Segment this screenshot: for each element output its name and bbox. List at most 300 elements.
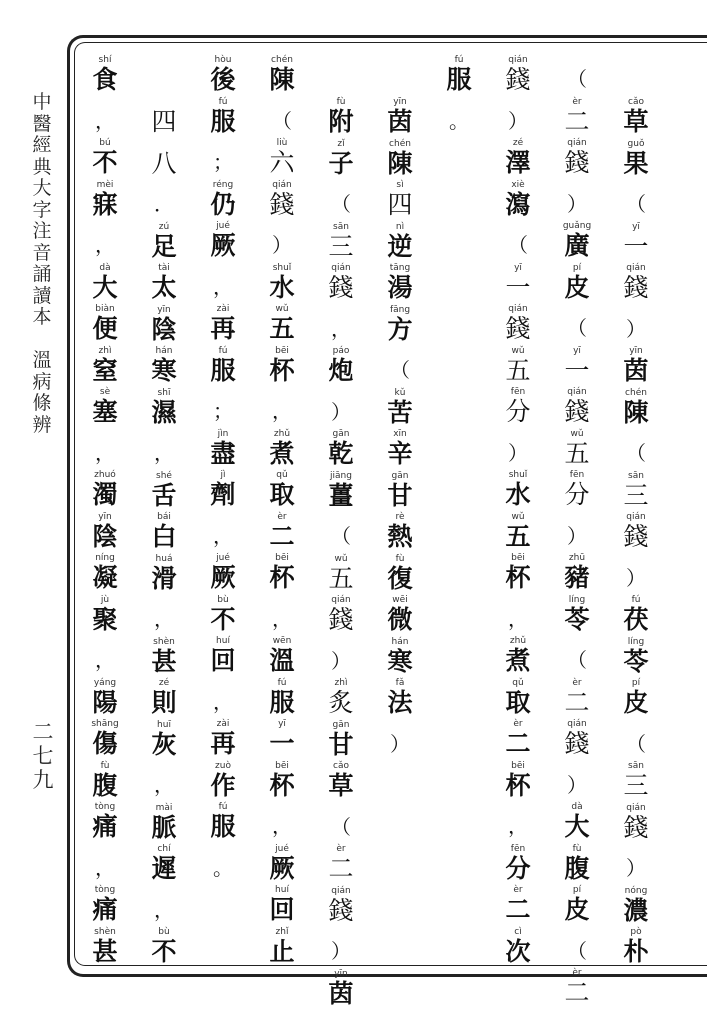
text-cell [83,761,127,803]
pinyin-annotation: yīn [319,969,363,979]
hanzi-character: 錢 [319,896,363,925]
hanzi-character: 豬 [555,563,599,592]
pinyin-annotation: qián [260,180,304,190]
hanzi-character: 分 [496,397,540,426]
pinyin-annotation: zhū [555,553,599,563]
text-cell [555,761,599,803]
pinyin-annotation: gān [378,471,422,481]
text-cell [201,844,245,886]
text-cell [378,512,422,554]
hanzi-character: 盡 [201,439,245,468]
hanzi-character: 五 [260,314,304,343]
pinyin-annotation: qián [496,55,540,65]
hanzi-character: 溫 [260,646,304,675]
pinyin-annotation: fǎ [378,678,422,688]
text-cell [201,553,245,595]
text-cell [378,139,422,181]
pinyin-annotation: wǔ [555,429,599,439]
hanzi-character: 服 [437,65,481,94]
text-cell [319,927,363,969]
hanzi-character: 皮 [555,273,599,302]
text-cell [83,802,127,844]
hanzi-character: 回 [260,895,304,924]
pinyin-annotation: pò [614,927,658,937]
text-cell [142,263,186,305]
hanzi-character: ， [201,273,245,302]
hanzi-character: 錢 [319,273,363,302]
text-cell [142,844,186,886]
hanzi-character: 五 [496,356,540,385]
text-cell [555,636,599,678]
pinyin-annotation: wǔ [260,304,304,314]
pinyin-annotation: bēi [496,761,540,771]
pinyin-annotation: sān [614,471,658,481]
hanzi-character: ） [319,398,363,427]
hanzi-character: 甚 [83,937,127,966]
hanzi-character: ） [260,231,304,260]
margin-book-title: 中 醫 經 典 大 字 注 音 誦 讀 本 溫 病 條 辨 [29,92,55,436]
hanzi-character: 厥 [201,231,245,260]
text-cell [496,553,540,595]
hanzi-character: 寐 [83,190,127,219]
hanzi-character: 回 [201,646,245,675]
pinyin-annotation: shí [83,55,127,65]
pinyin-annotation: páo [319,346,363,356]
hanzi-character: 錢 [319,605,363,634]
text-cell [614,471,658,513]
hanzi-character: ， [142,771,186,800]
text-cell [555,387,599,429]
text-column [378,97,422,761]
hanzi-character: （ [319,522,363,551]
text-cell [83,553,127,595]
text-cell [319,761,363,803]
text-cell [201,263,245,305]
hanzi-character: 附 [319,107,363,136]
text-cell [614,803,658,845]
text-cell [142,595,186,637]
hanzi-character: 炮 [319,356,363,385]
pinyin-annotation: nóng [614,886,658,896]
text-column [83,55,127,968]
pinyin-annotation: wǔ [496,512,540,522]
text-cell [83,429,127,471]
pinyin-annotation: guǒ [614,139,658,149]
text-cell [142,139,186,181]
hanzi-character: 二 [496,729,540,758]
hanzi-character: 煮 [260,439,304,468]
hanzi-character: 二 [555,978,599,1007]
pinyin-annotation: wēn [260,636,304,646]
text-cell [614,512,658,554]
hanzi-character: ， [496,605,540,634]
text-cell [201,138,245,180]
hanzi-character: 便 [83,314,127,343]
hanzi-character: 二 [555,688,599,717]
hanzi-character: 一 [260,729,304,758]
text-cell [201,180,245,222]
pinyin-annotation: fú [201,346,245,356]
hanzi-character: 仍 [201,190,245,219]
text-cell [201,636,245,678]
text-cell [260,180,304,222]
hanzi-character: 陳 [614,398,658,427]
pinyin-annotation: sān [319,222,363,232]
hanzi-character: 劑 [201,480,245,509]
pinyin-annotation: nì [378,222,422,232]
text-cell [614,595,658,637]
text-cell [555,678,599,720]
text-cell [496,55,540,97]
text-cell [201,719,245,761]
text-cell [437,97,481,139]
pinyin-annotation: fù [378,554,422,564]
text-cell [614,720,658,762]
pinyin-annotation: jì [201,470,245,480]
text-cell [83,138,127,180]
text-cell [555,968,599,1010]
text-cell [83,304,127,346]
hanzi-character: 錢 [555,397,599,426]
text-cell [260,595,304,637]
pinyin-annotation: líng [555,595,599,605]
hanzi-character: （ [378,356,422,385]
hanzi-character: （ [614,190,658,219]
text-cell [555,55,599,97]
hanzi-character: ； [201,397,245,426]
text-cell [260,636,304,678]
hanzi-character: 錢 [555,148,599,177]
pinyin-annotation: wǔ [496,346,540,356]
pinyin-annotation: tòng [83,885,127,895]
pinyin-annotation: liù [260,138,304,148]
pinyin-annotation: cì [496,927,540,937]
text-cell [614,678,658,720]
pinyin-annotation: jué [201,221,245,231]
hanzi-character: 大 [83,273,127,302]
text-cell [260,346,304,388]
hanzi-character: ） [555,190,599,219]
text-cell [260,512,304,554]
hanzi-character: 澤 [496,148,540,177]
pinyin-annotation: guǎng [555,221,599,231]
text-cell [83,97,127,139]
hanzi-character: 炙 [319,688,363,717]
text-cell [614,346,658,388]
text-cell [496,927,540,969]
pinyin-annotation: fēn [555,470,599,480]
hanzi-character: 苓 [555,605,599,634]
pinyin-annotation: tòng [83,802,127,812]
text-cell [614,844,658,886]
pinyin-annotation: huī [142,720,186,730]
pinyin-annotation: hòu [201,55,245,65]
hanzi-character: （ [555,937,599,966]
hanzi-character: ， [83,107,127,136]
text-cell [378,388,422,430]
text-cell [83,636,127,678]
pinyin-annotation: pí [614,678,658,688]
text-cell [496,346,540,388]
pinyin-annotation: zài [201,304,245,314]
pinyin-annotation: fāng [378,305,422,315]
text-cell [437,55,481,97]
text-column [555,55,599,1010]
text-cell [260,553,304,595]
text-cell [260,138,304,180]
text-cell [319,429,363,471]
text-cell [83,470,127,512]
hanzi-character: 不 [83,148,127,177]
text-cell [319,512,363,554]
text-cell [142,554,186,596]
text-cell [319,346,363,388]
pinyin-annotation: èr [319,844,363,854]
text-cell [260,719,304,761]
text-cell [555,885,599,927]
text-cell [496,387,540,429]
text-cell [319,554,363,596]
hanzi-character: 五 [555,439,599,468]
hanzi-character: 錢 [496,314,540,343]
text-cell [83,885,127,927]
text-cell [260,97,304,139]
text-cell [260,429,304,471]
text-cell [555,97,599,139]
hanzi-character: 傷 [83,729,127,758]
pinyin-annotation: sì [378,180,422,190]
pinyin-annotation: èr [496,885,540,895]
text-column [614,97,658,969]
hanzi-character: ， [260,605,304,634]
hanzi-character: 甘 [378,481,422,510]
hanzi-character: 辛 [378,439,422,468]
text-cell [496,97,540,139]
hanzi-character: 陳 [260,65,304,94]
text-cell [378,346,422,388]
pinyin-annotation: líng [614,637,658,647]
hanzi-character: 陰 [142,315,186,344]
pinyin-annotation: yī [496,263,540,273]
hanzi-character: ） [555,522,599,551]
text-cell [614,222,658,264]
text-cell [201,429,245,471]
text-cell [555,927,599,969]
hanzi-character: 塞 [83,397,127,426]
text-cell [555,346,599,388]
hanzi-character: ， [142,439,186,468]
pinyin-annotation: réng [201,180,245,190]
pinyin-annotation: zhuó [83,470,127,480]
pinyin-annotation: xīn [378,429,422,439]
pinyin-annotation: yīn [83,512,127,522]
text-cell [201,97,245,139]
pinyin-annotation: fù [319,97,363,107]
hanzi-character: 分 [555,480,599,509]
hanzi-character: ， [142,605,186,634]
text-cell [142,97,186,139]
text-cell [378,305,422,347]
hanzi-character: ） [378,730,422,759]
hanzi-character: 。 [437,107,481,136]
hanzi-character: ， [142,896,186,925]
hanzi-character: （ [555,65,599,94]
hanzi-character: ） [614,564,658,593]
hanzi-character: 二 [260,522,304,551]
text-cell [83,221,127,263]
hanzi-character: 服 [260,688,304,717]
pinyin-annotation: gān [319,720,363,730]
pinyin-annotation: qián [614,512,658,522]
hanzi-character: 錢 [614,813,658,842]
pinyin-annotation: yī [614,222,658,232]
pinyin-annotation: bù [142,927,186,937]
pinyin-annotation: chén [378,139,422,149]
hanzi-character: 遲 [142,854,186,883]
text-cell [142,678,186,720]
pinyin-annotation: fú [201,802,245,812]
hanzi-character: 乾 [319,439,363,468]
hanzi-character: 二 [496,895,540,924]
hanzi-character: 杯 [260,771,304,800]
text-cell [201,304,245,346]
text-cell [83,180,127,222]
pinyin-annotation: jù [83,595,127,605]
pinyin-annotation: cǎo [614,97,658,107]
hanzi-character: 杯 [260,356,304,385]
pinyin-annotation: shé [142,471,186,481]
hanzi-character: （ [555,314,599,343]
hanzi-character: 一 [555,356,599,385]
hanzi-character: ， [260,812,304,841]
pinyin-annotation: chén [614,388,658,398]
pinyin-annotation: pí [555,885,599,895]
pinyin-annotation: jué [201,553,245,563]
hanzi-character: 作 [201,771,245,800]
text-cell [260,470,304,512]
hanzi-character: 瀉 [496,190,540,219]
text-cell [260,387,304,429]
text-cell [142,886,186,928]
pinyin-annotation: zhǐ [260,927,304,937]
pinyin-annotation: tài [142,263,186,273]
pinyin-annotation: cǎo [319,761,363,771]
hanzi-character: ， [319,315,363,344]
hanzi-character: 三 [319,232,363,261]
hanzi-character: 杯 [496,771,540,800]
hanzi-character: 杯 [496,563,540,592]
hanzi-character: 凝 [83,563,127,592]
hanzi-character: 錢 [614,522,658,551]
hanzi-character: ） [614,315,658,344]
hanzi-character: （ [614,439,658,468]
text-cell [142,305,186,347]
hanzi-character: 一 [614,232,658,261]
text-cell [614,761,658,803]
text-cell [142,222,186,264]
hanzi-character: 果 [614,149,658,178]
pinyin-annotation: shuǐ [496,470,540,480]
pinyin-annotation: zài [201,719,245,729]
pinyin-annotation: bēi [496,553,540,563]
text-cell [260,761,304,803]
text-cell [319,97,363,139]
hanzi-character: 服 [201,812,245,841]
text-cell [319,139,363,181]
hanzi-character: 足 [142,232,186,261]
pinyin-annotation: jìn [201,429,245,439]
hanzi-character: 六 [260,148,304,177]
pinyin-annotation: bái [142,512,186,522]
hanzi-character: ） [555,771,599,800]
hanzi-character: 服 [201,107,245,136]
text-cell [614,554,658,596]
pinyin-annotation: bú [83,138,127,148]
text-cell [319,471,363,513]
text-cell [142,803,186,845]
text-cell [614,180,658,222]
hanzi-character: 茯 [614,605,658,634]
pinyin-annotation: shèn [142,637,186,647]
text-column [437,55,481,138]
hanzi-character: 寒 [142,356,186,385]
pinyin-annotation: yī [260,719,304,729]
pinyin-annotation: zhì [319,678,363,688]
pinyin-annotation: qián [496,304,540,314]
text-cell [614,305,658,347]
hanzi-character: 四 [378,190,422,219]
text-cell [142,720,186,762]
hanzi-character: 錢 [555,729,599,758]
hanzi-character: 寒 [378,647,422,676]
hanzi-character: 草 [319,771,363,800]
pinyin-annotation: èr [496,719,540,729]
hanzi-character: 陰 [83,522,127,551]
hanzi-character: （ [319,190,363,219]
text-column [142,97,186,969]
hanzi-character: 食 [83,65,127,94]
pinyin-annotation: níng [83,553,127,563]
text-cell [555,180,599,222]
pinyin-annotation: pí [555,263,599,273]
text-cell [201,221,245,263]
hanzi-character: 。 [201,854,245,883]
text-cell [142,429,186,471]
hanzi-character: 五 [496,522,540,551]
hanzi-character: 再 [201,314,245,343]
text-cell [378,637,422,679]
pinyin-annotation: yáng [83,678,127,688]
pinyin-annotation: yī [555,346,599,356]
pinyin-annotation: chén [260,55,304,65]
hanzi-character: 復 [378,564,422,593]
pinyin-annotation: èr [555,968,599,978]
pinyin-annotation: zú [142,222,186,232]
hanzi-character: 灰 [142,730,186,759]
pinyin-annotation: zhǔ [260,429,304,439]
text-cell [142,388,186,430]
text-cell [142,927,186,969]
hanzi-character: 錢 [260,190,304,219]
hanzi-character: ， [83,439,127,468]
text-cell [201,512,245,554]
hanzi-character: 痛 [83,812,127,841]
hanzi-character: 皮 [614,688,658,717]
pinyin-annotation: qián [555,387,599,397]
text-cell [260,221,304,263]
text-cell [201,761,245,803]
text-cell [83,512,127,554]
